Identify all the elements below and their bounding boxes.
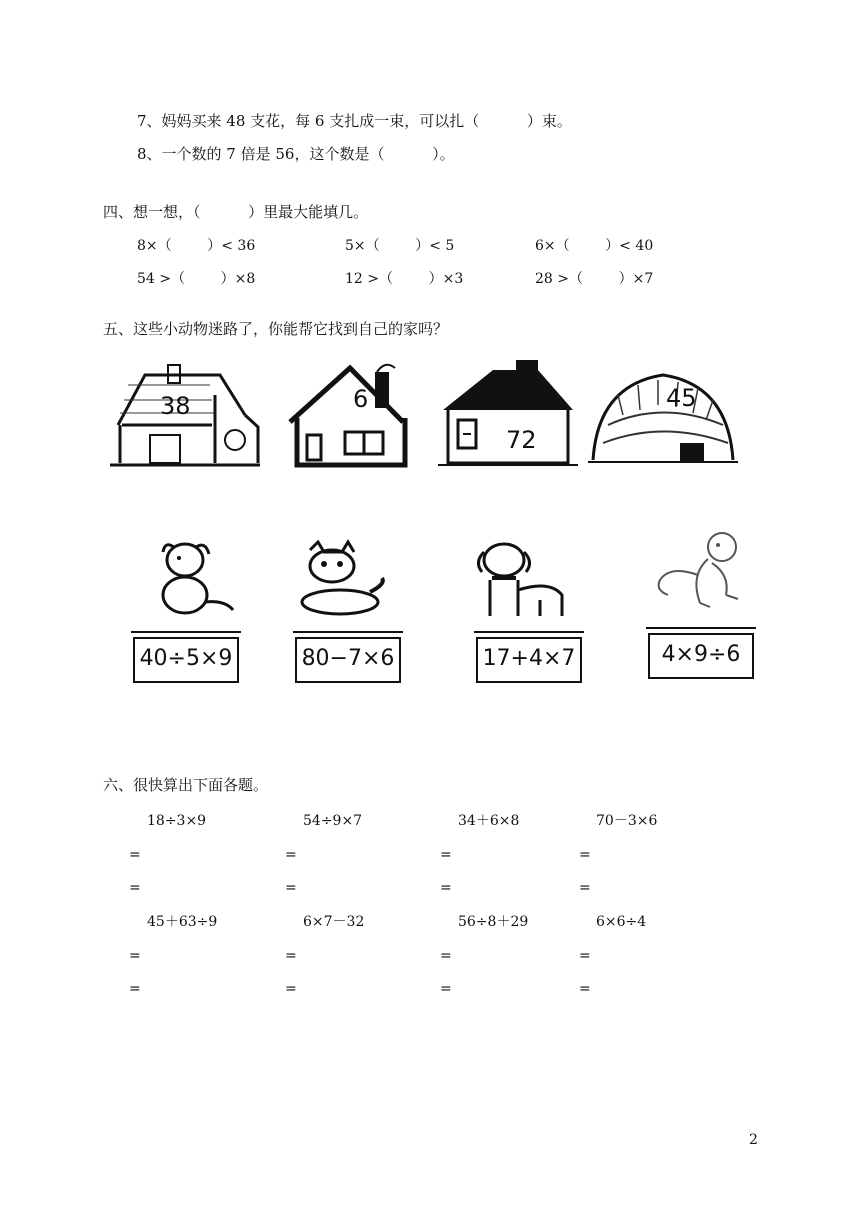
section-4-title: 四、想一想，（ ）里最大能填几。 <box>103 203 369 221</box>
house-3 <box>438 355 578 470</box>
question-7: 7、妈妈买来 48 支花，每 6 支扎成一束，可以扎（ ）束。 <box>137 112 572 130</box>
inequality-1-2: 5×（ ）< 5 <box>345 238 455 254</box>
calc-problem: 18÷3×9 <box>147 813 207 829</box>
hut-drawing <box>588 355 738 470</box>
house-1 <box>100 355 265 475</box>
calc-problem: 6×7－32 <box>303 914 365 930</box>
equals-sign: = <box>579 981 591 997</box>
rabbit-icon <box>145 540 240 620</box>
house-number: 38 <box>160 392 191 420</box>
equals-sign: = <box>440 847 452 863</box>
equals-sign: = <box>129 948 141 964</box>
equals-sign: = <box>579 948 591 964</box>
equals-sign: = <box>579 847 591 863</box>
monkey-icon <box>650 525 750 615</box>
expression-box-3: 17+4×7 <box>476 637 582 683</box>
question-8: 8、一个数的 7 倍是 56，这个数是（ ）。 <box>137 145 455 163</box>
page-number: 2 <box>749 1132 758 1148</box>
house-4 <box>588 355 738 470</box>
dog-icon <box>470 540 580 620</box>
house-number: 6 <box>353 385 369 413</box>
calc-problem: 56÷8＋29 <box>458 914 529 930</box>
calc-problem: 54÷9×7 <box>303 813 363 829</box>
section-6-title: 六、很快算出下面各题。 <box>103 776 269 794</box>
expression-box-2: 80−7×6 <box>295 637 401 683</box>
inequality-2-3: 28 >（ ）×7 <box>535 271 654 287</box>
expression-box-4: 4×9÷6 <box>648 633 754 679</box>
inequality-1-1: 8×（ ）< 36 <box>137 238 256 254</box>
cottage-drawing <box>285 350 415 470</box>
equals-sign: = <box>285 948 297 964</box>
expression-box-1: 40÷5×9 <box>133 637 239 683</box>
house-2 <box>285 350 415 470</box>
equals-sign: = <box>285 981 297 997</box>
section-5-title: 五、这些小动物迷路了，你能帮它找到自己的家吗？ <box>103 320 449 338</box>
equals-sign: = <box>440 880 452 896</box>
calc-problem: 6×6÷4 <box>596 914 647 930</box>
equals-sign: = <box>579 880 591 896</box>
inequality-2-1: 54 >（ ）×8 <box>137 271 256 287</box>
calc-problem: 70－3×6 <box>596 813 658 829</box>
inequality-2-2: 12 >（ ）×3 <box>345 271 464 287</box>
cat-icon <box>290 540 390 620</box>
equals-sign: = <box>285 880 297 896</box>
equals-sign: = <box>129 981 141 997</box>
equals-sign: = <box>440 948 452 964</box>
calc-problem: 34＋6×8 <box>458 813 520 829</box>
equals-sign: = <box>129 880 141 896</box>
house-number: 72 <box>506 426 537 454</box>
equals-sign: = <box>440 981 452 997</box>
house-number: 45 <box>666 384 697 412</box>
equals-sign: = <box>129 847 141 863</box>
inequality-1-3: 6×（ ）< 40 <box>535 238 654 254</box>
equals-sign: = <box>285 847 297 863</box>
calc-problem: 45＋63÷9 <box>147 914 218 930</box>
